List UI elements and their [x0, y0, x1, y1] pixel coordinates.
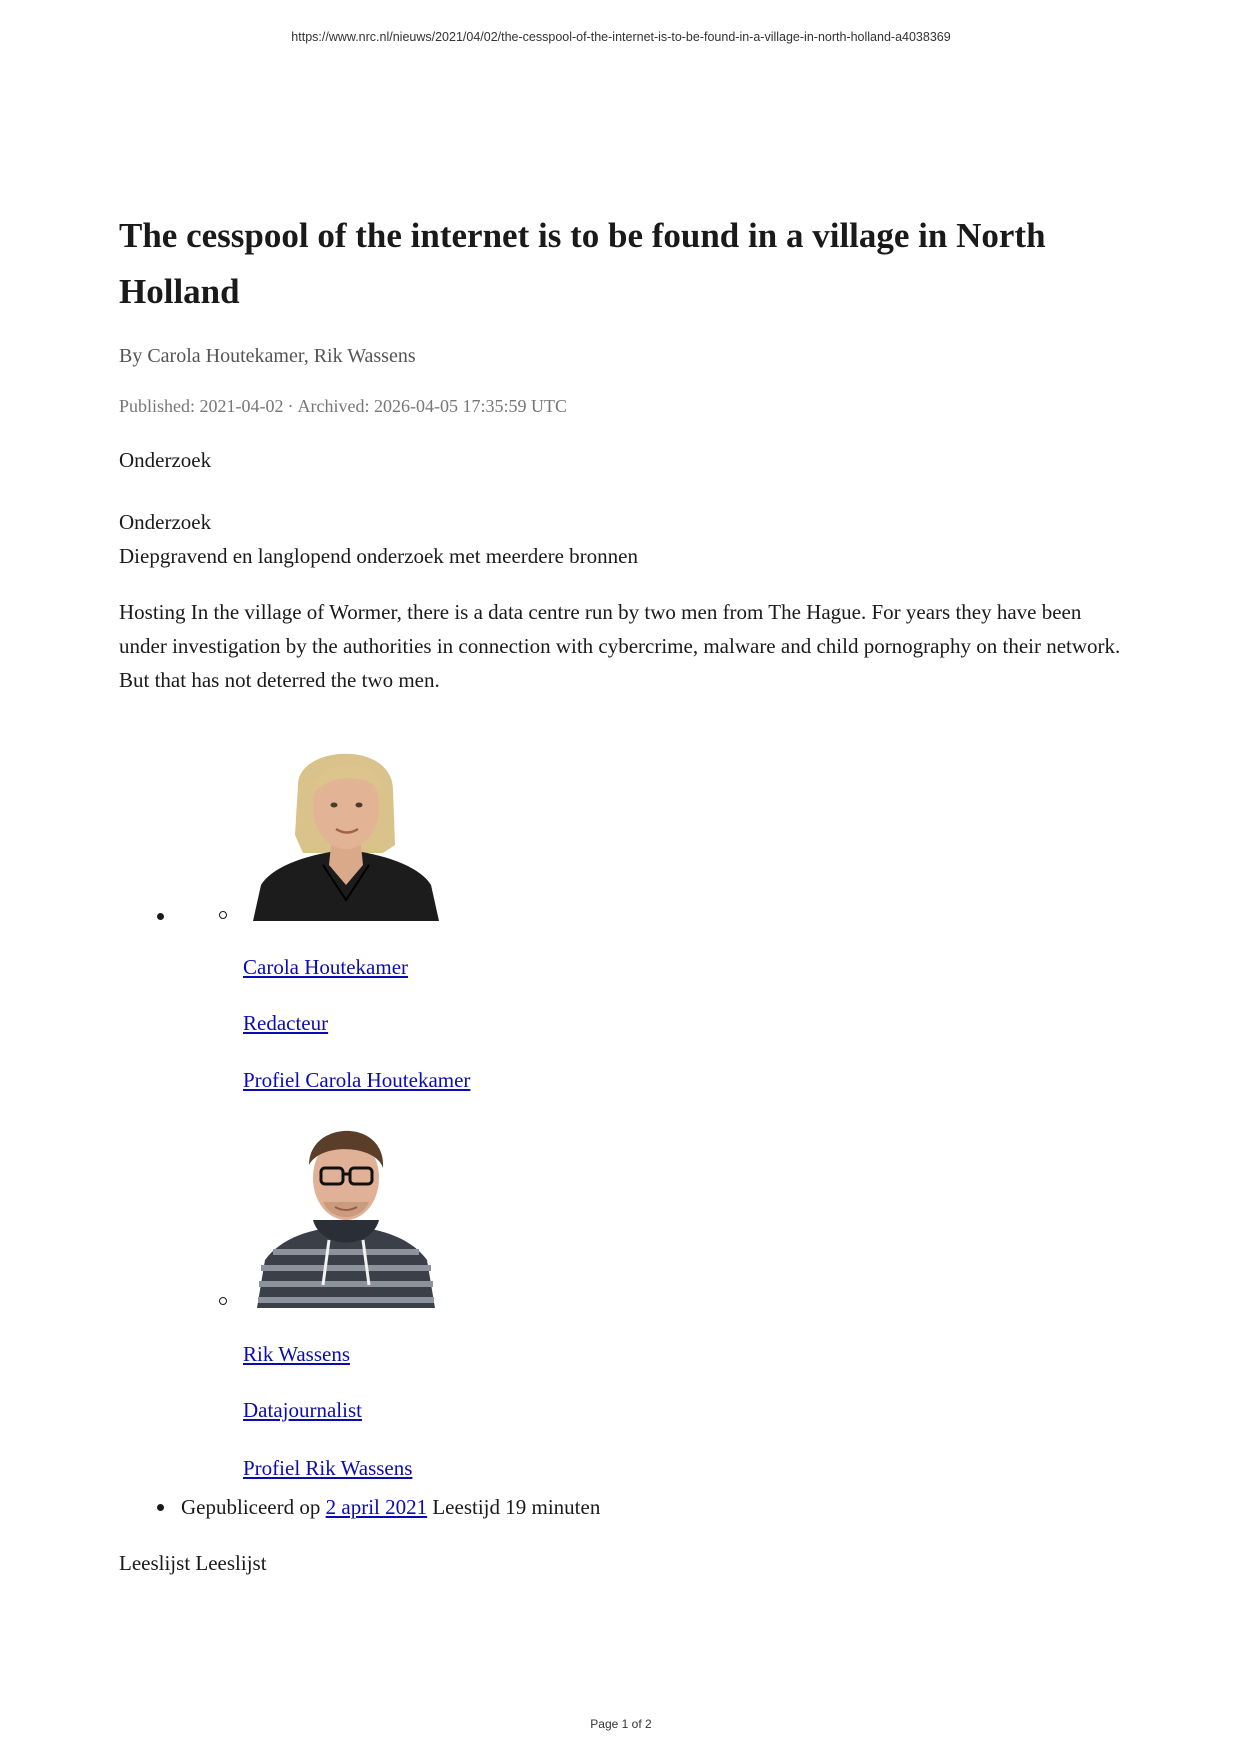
publication-line — [181, 1495, 600, 1520]
page-url-header: https://www.nrc.nl/nieuws/2021/04/02/the-cesspool-of-the-internet-is-to-be-found-in-a-village-in-north-holland-a4038369 — [291, 30, 951, 44]
list-bullet — [157, 913, 164, 920]
article-lead: Hosting In the village of Wormer, there is a data centre run by two men from The Hague. For years they have been under investigation by the authorities in connection with cybercrime, malware and child pornography on their network. But that has not deterred the two men. — [119, 600, 1121, 692]
portrait-icon — [243, 725, 449, 921]
sub-list-bullet — [219, 1297, 227, 1305]
list-bullet — [157, 1504, 164, 1511]
section-label: Onderzoek — [119, 448, 212, 472]
author-role-link-carola[interactable]: Redacteur — [243, 1011, 329, 1035]
article-title: The cesspool of the internet is to be found in a village in North Holland — [119, 216, 1046, 311]
page-footer: Page 1 of 2 — [590, 1717, 652, 1731]
read-time: Leestijd 19 minuten — [432, 1495, 601, 1519]
portrait-icon — [251, 1110, 441, 1308]
archived-date: Archived: 2026-04-05 17:35:59 UTC — [297, 396, 567, 416]
sub-list-bullet — [219, 911, 227, 919]
kicker-description: Diepgravend en langlopend onderzoek met meerdere bronnen — [119, 544, 638, 568]
author-profile-link-carola[interactable]: Profiel Carola Houtekamer — [243, 1068, 471, 1092]
article-byline: By Carola Houtekamer, Rik Wassens — [119, 345, 416, 367]
published-date: Published: 2021-04-02 — [119, 396, 284, 416]
published-date-link[interactable]: 2 april 2021 — [325, 1495, 428, 1519]
author-name-link-carola[interactable]: Carola Houtekamer — [243, 955, 409, 979]
kicker-block — [119, 505, 638, 573]
author-role-link-rik[interactable]: Datajournalist — [243, 1398, 362, 1422]
published-prefix: Gepubliceerd op — [181, 1495, 321, 1519]
article-meta — [119, 396, 567, 417]
author-profile-link-rik[interactable]: Profiel Rik Wassens — [243, 1456, 413, 1480]
author-photo-carola-houtekamer — [243, 725, 449, 921]
author-photo-rik-wassens — [251, 1110, 441, 1308]
author-name-link-rik[interactable]: Rik Wassens — [243, 1342, 351, 1366]
kicker-title: Onderzoek — [119, 510, 212, 534]
meta-separator: · — [287, 396, 294, 416]
readlist-button[interactable]: Leeslijst Leeslijst — [119, 1551, 267, 1575]
